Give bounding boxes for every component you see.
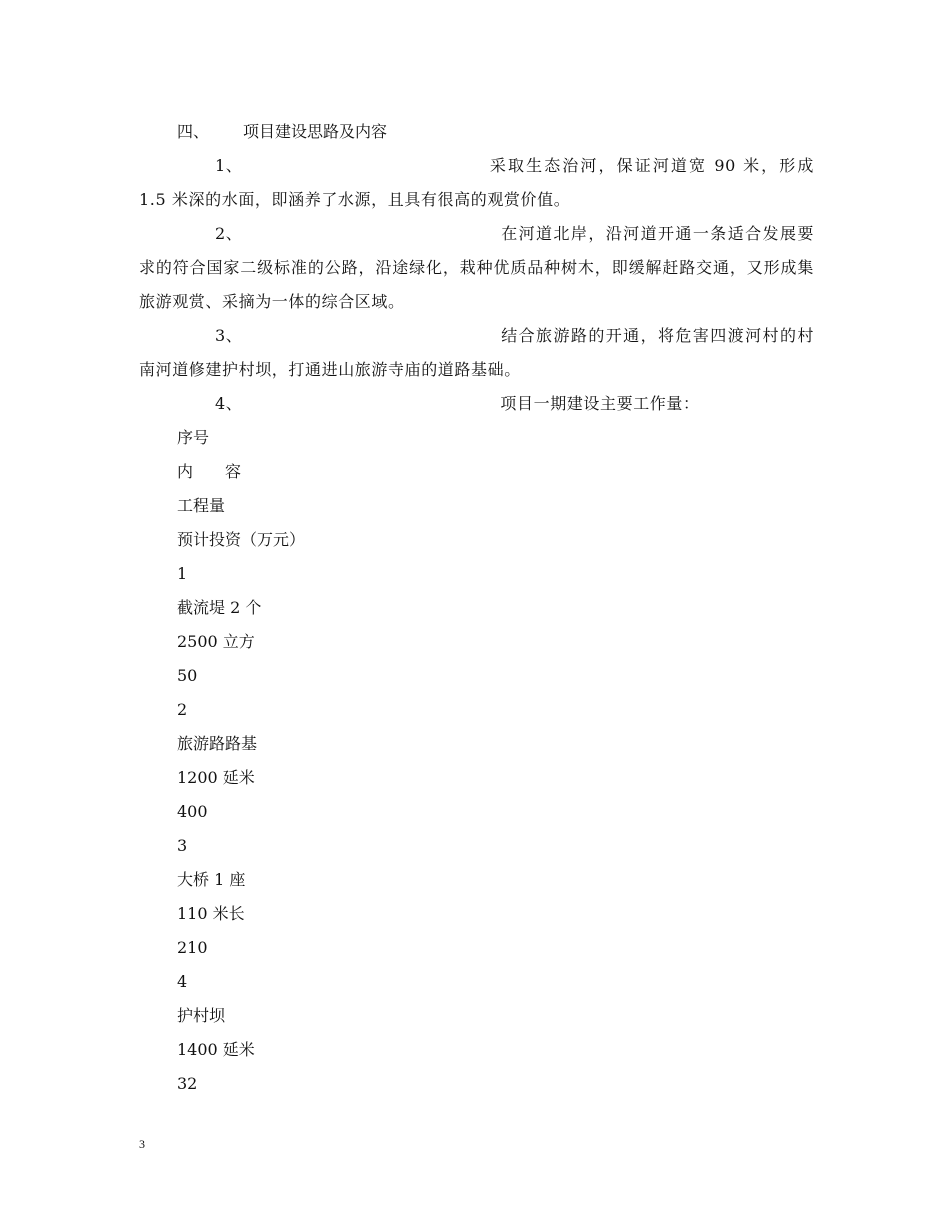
table-cell-row4-content: 护村坝 <box>177 1006 226 1025</box>
table-cell-row2-content: 旅游路路基 <box>177 734 258 753</box>
point-1-first-line: 采取生态治河，保证河道宽 90 米，形成 1.5 米 <box>139 156 814 209</box>
table-cell-row3-content: 大桥 1 座 <box>177 870 246 889</box>
section-heading <box>139 115 814 149</box>
point-1 <box>139 149 814 217</box>
point-1-rest: 深的水面，即涵养了水源，且具有很高的观赏价值。 <box>188 190 571 209</box>
point-1-number: 1、 <box>215 156 243 175</box>
point-3 <box>139 319 814 387</box>
table-cell-row1-investment: 50 <box>177 666 198 685</box>
page-number: 3 <box>139 1137 145 1151</box>
table-header-index: 序号 <box>177 428 210 447</box>
point-2 <box>139 217 814 319</box>
point-4-number: 4、 <box>215 394 243 413</box>
section-number: 四、 <box>177 122 210 141</box>
point-3-first-line: 结合旅游路的开通，将危害四渡河村的村南河 <box>139 326 814 379</box>
table-header-content-a: 内 <box>177 462 194 481</box>
table-cell-row3-quantity: 110 米长 <box>177 904 245 923</box>
table-cell-row2-investment: 400 <box>177 802 208 821</box>
table-header-content <box>139 455 814 489</box>
table-cell-row2-index: 2 <box>177 700 188 719</box>
table-cell-row1-quantity: 2500 立方 <box>177 632 255 651</box>
table-cell-row1-content: 截流堤 2 个 <box>177 598 262 617</box>
point-4-first-line: 项目一期建设主要工作量： <box>500 394 700 413</box>
document-body <box>139 115 814 1101</box>
table-cell-row3-index: 3 <box>177 836 188 855</box>
table-cell-row4-investment: 32 <box>177 1074 198 1093</box>
table-cell-row3-investment: 210 <box>177 938 208 957</box>
point-2-first-line: 在河道北岸，沿河道开通一条适合发展要求的 <box>139 224 814 277</box>
table-cell-row2-quantity: 1200 延米 <box>177 768 255 787</box>
point-2-rest: 符合国家二级标准的公路，沿途绿化，栽种优质品种树木，即缓解赶路交通，又形成集旅游观赏、采摘为一体的综合区域。 <box>139 258 814 311</box>
point-4 <box>139 387 814 421</box>
table-cell-row4-quantity: 1400 延米 <box>177 1040 255 1059</box>
point-3-number: 3、 <box>215 326 243 345</box>
table-header-investment: 预计投资（万元） <box>177 530 306 549</box>
point-3-rest: 道修建护村坝，打通进山旅游寺庙的道路基础。 <box>172 360 521 379</box>
point-2-number: 2、 <box>215 224 243 243</box>
table-cell-row1-index: 1 <box>177 564 188 583</box>
section-title: 项目建设思路及内容 <box>243 122 388 141</box>
table-header-quantity: 工程量 <box>177 496 226 515</box>
table-cell-row4-index: 4 <box>177 972 188 991</box>
table-header-content-b: 容 <box>225 462 242 481</box>
